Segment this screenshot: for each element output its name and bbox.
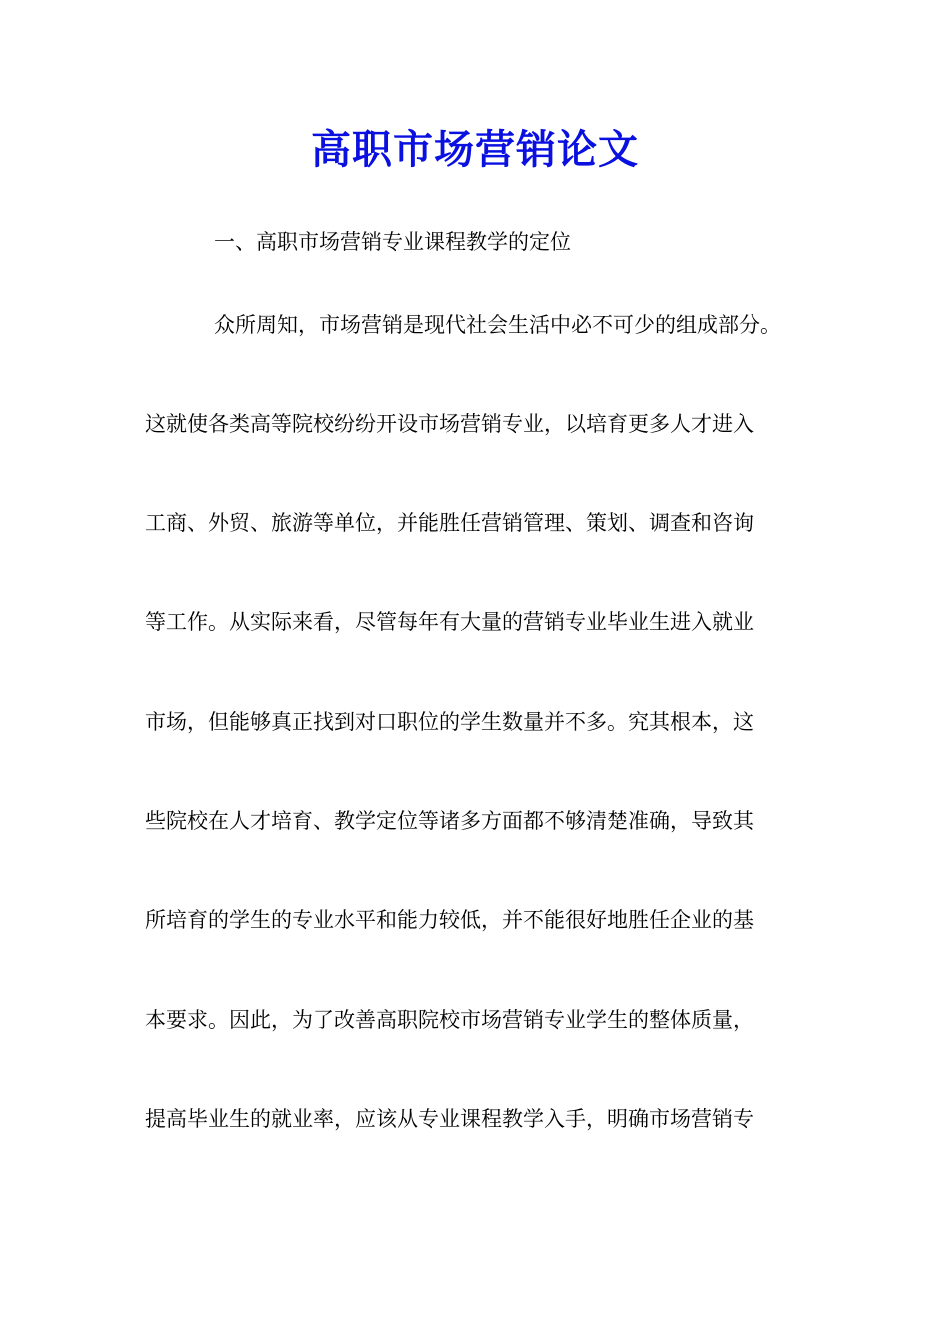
paragraph-line: 这就使各类高等院校纷纷开设市场营销专业，以培育更多人才进入: [145, 412, 754, 436]
paragraph-line: 等工作。从实际来看，尽管每年有大量的营销专业毕业生进入就业: [145, 610, 754, 634]
paragraph-line: 本要求。因此，为了改善高职院校市场营销专业学生的整体质量，: [145, 1008, 754, 1032]
paragraph-line: 提高毕业生的就业率，应该从专业课程教学入手，明确市场营销专: [145, 1107, 754, 1131]
paragraph-line: 市场，但能够真正找到对口职位的学生数量并不多。究其根本，这: [145, 710, 754, 734]
paragraph-line: 众所周知，市场营销是现代社会生活中必不可少的组成部分。: [214, 313, 781, 337]
document-title: 高职市场营销论文: [311, 126, 639, 173]
paragraph-line: 所培育的学生的专业水平和能力较低，并不能很好地胜任企业的基: [145, 908, 754, 932]
paragraph-line: 工商、外贸、旅游等单位，并能胜任营销管理、策划、调查和咨询: [145, 511, 754, 535]
section-heading: 一、高职市场营销专业课程教学的定位: [214, 230, 571, 254]
paragraph-line: 些院校在人才培育、教学定位等诸多方面都不够清楚准确，导致其: [145, 809, 754, 833]
